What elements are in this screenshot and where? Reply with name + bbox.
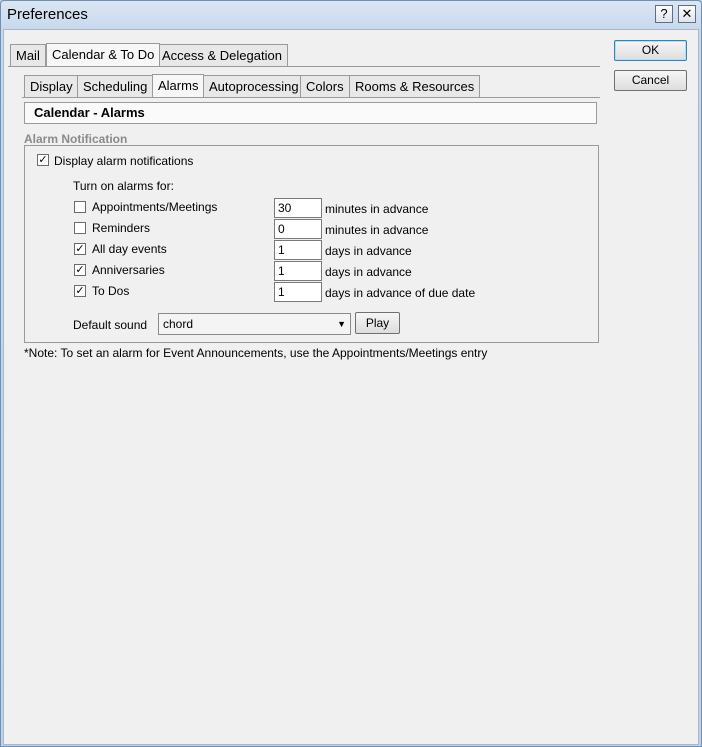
display-alarms-label: Display alarm notifications [54,154,194,168]
subtab-autoprocessing[interactable]: Autoprocessing [203,75,305,97]
all-day-events-label: All day events [92,242,167,256]
all-day-events-advance-input[interactable]: 1 [274,240,322,260]
todos-checkbox[interactable]: ✓ [75,285,85,297]
all-day-events-unit-label: days in advance [325,244,412,258]
close-button[interactable]: ✕ [678,5,696,23]
top-tab-divider [8,66,600,67]
subtab-alarms[interactable]: Alarms [152,74,204,97]
section-title: Calendar - Alarms [24,102,597,124]
anniversaries-advance-input[interactable]: 1 [274,261,322,281]
subtab-colors[interactable]: Colors [300,75,350,97]
anniversaries-label: Anniversaries [92,263,165,277]
display-alarms-checkbox[interactable]: ✓ [38,154,48,166]
reminders-label: Reminders [92,221,151,235]
appointments-unit-label: minutes in advance [325,202,429,216]
tab-calendar-todo[interactable]: Calendar & To Do [46,43,160,66]
sub-tab-divider [22,97,600,98]
window-title: Preferences [7,6,88,23]
subtab-scheduling[interactable]: Scheduling [77,75,153,97]
appointments-advance-input[interactable]: 30 [274,198,322,218]
default-sound-select[interactable] [158,313,351,335]
play-button[interactable]: Play [355,312,400,334]
dialog-body [3,29,699,745]
appointments-label: Appointments/Meetings [92,200,218,214]
all-day-events-checkbox[interactable]: ✓ [75,243,85,255]
cancel-button[interactable]: Cancel [614,70,687,91]
appointments-checkbox[interactable] [74,201,86,213]
anniversaries-unit-label: days in advance [325,265,412,279]
todos-label: To Dos [92,284,130,298]
tab-access-delegation[interactable]: Access & Delegation [156,44,288,66]
reminders-unit-label: minutes in advance [325,223,429,237]
reminders-advance-input[interactable]: 0 [274,219,322,239]
default-sound-value: chord [163,317,194,331]
anniversaries-checkbox[interactable]: ✓ [75,264,85,276]
todos-advance-input[interactable]: 1 [274,282,322,302]
title-bar[interactable] [1,1,701,29]
alarm-note: *Note: To set an alarm for Event Announcements, use the Appointments/Meetings entry [24,346,488,360]
turn-on-alarms-label: Turn on alarms for: [73,179,174,193]
tab-mail[interactable]: Mail [10,44,46,66]
ok-button[interactable]: OK [614,40,687,61]
default-sound-label: Default sound [73,318,148,332]
todos-unit-label: days in advance of due date [325,286,476,300]
chevron-down-icon: ▼ [337,319,346,329]
subtab-display[interactable]: Display [24,75,79,97]
reminders-checkbox[interactable] [74,222,86,234]
help-button[interactable]: ? [655,5,673,23]
subtab-rooms-resources[interactable]: Rooms & Resources [349,75,480,97]
group-title: Alarm Notification [24,132,128,146]
